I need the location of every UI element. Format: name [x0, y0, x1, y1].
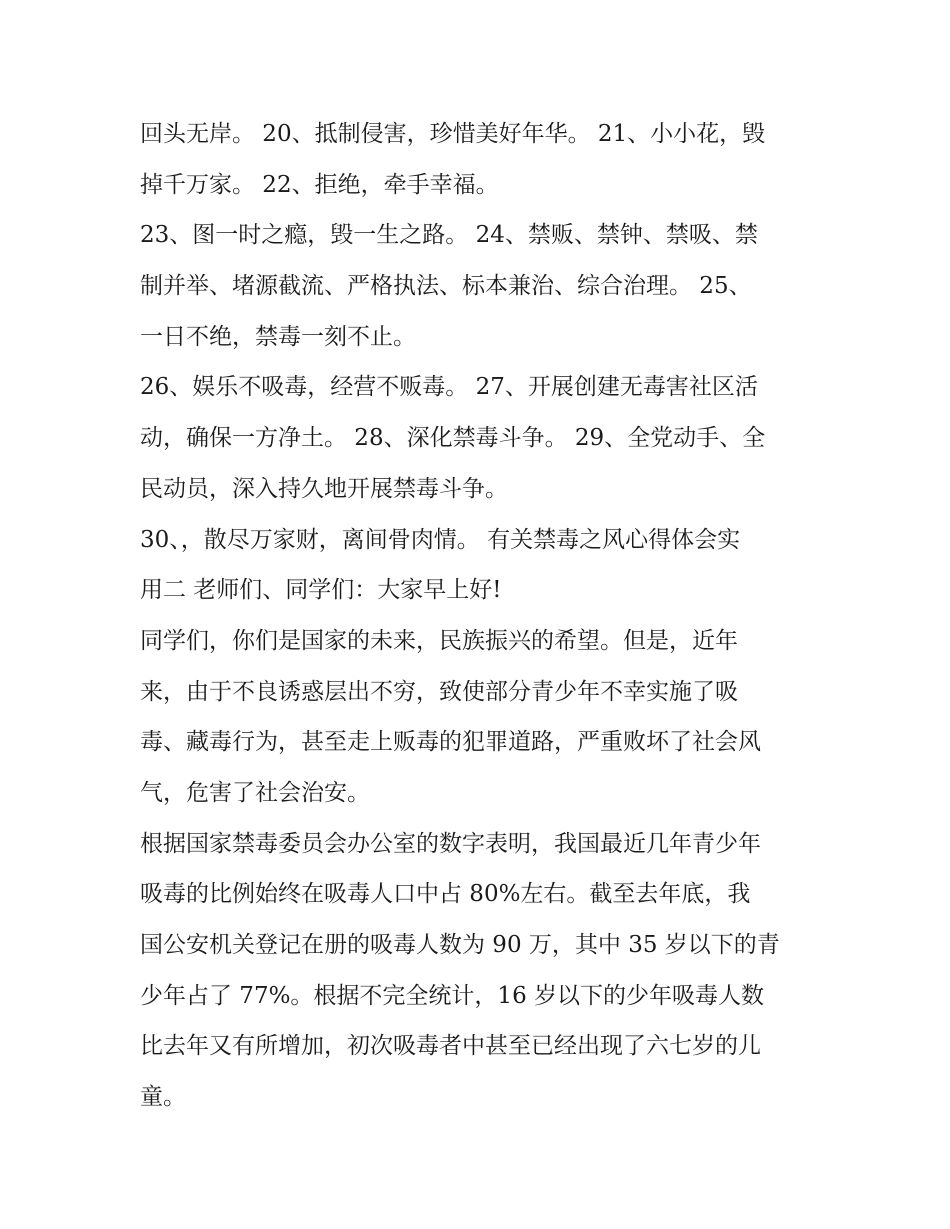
text-line: 制并举、堵源截流、严格执法、标本兼治、综合治理。 25、 — [140, 273, 752, 300]
text-line: 动，确保一方净土。 28、深化禁毒斗争。 29、全党动手、全 — [140, 425, 766, 452]
text-line: 同学们，你们是国家的未来，民族振兴的希望。但是，近年 — [140, 627, 738, 654]
text-line: 26、娱乐不吸毒，经营不贩毒。 27、开展创建无毒害社区活 — [140, 374, 758, 401]
text-line: 回头无岸。 20、抵制侵害，珍惜美好年华。 21、小小花，毁 — [140, 121, 766, 147]
text-line: 童。 — [140, 1084, 186, 1111]
text-line: 吸毒的比例始终在吸毒人口中占 80%左右。截至去年底，我 — [140, 881, 751, 908]
text-line: 用二 老师们、同学们：大家早上好! — [140, 577, 502, 604]
text-line: 少年占了 77%。根据不完全统计，16 岁以下的少年吸毒人数 — [140, 982, 765, 1009]
text-line: 气，危害了社会治安。 — [140, 779, 370, 806]
document-body — [140, 109, 820, 1123]
text-line: 根据国家禁毒委员会办公室的数字表明，我国最近几年青少年 — [140, 830, 761, 857]
text-line: 民动员，深入持久地开展禁毒斗争。 — [140, 475, 508, 502]
text-line: 掉千万家。 22、拒绝，牵手幸福。 — [140, 171, 499, 198]
text-line: 国公安机关登记在册的吸毒人数为 90 万，其中 35 岁以下的青 — [140, 932, 780, 958]
text-line: 30、，散尽万家财，离间骨肉情。 有关禁毒之风心得体会实 — [140, 526, 741, 553]
text-line: 23、图一时之瘾，毁一生之路。 24、禁贩、禁钟、禁吸、禁 — [140, 222, 758, 249]
text-line: 毒、藏毒行为，甚至走上贩毒的犯罪道路，严重败坏了社会风 — [140, 729, 761, 756]
text-line: 来，由于不良诱惑层出不穷，致使部分青少年不幸实施了吸 — [140, 678, 738, 705]
text-line: 一日不绝，禁毒一刻不止。 — [140, 323, 416, 350]
text-line: 比去年又有所增加，初次吸毒者中甚至已经出现了六七岁的儿 — [140, 1033, 761, 1060]
